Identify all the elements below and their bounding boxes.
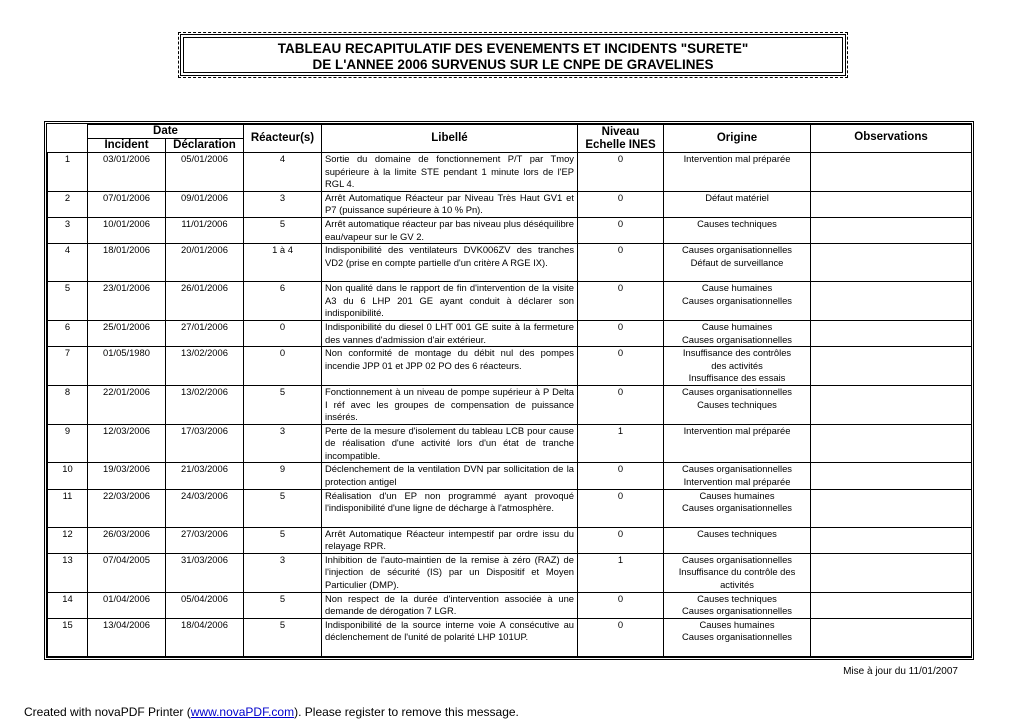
niveau-ines: 0 (578, 320, 664, 346)
niveau-ines: 1 (578, 553, 664, 592)
declaration-date: 27/01/2006 (166, 320, 244, 346)
title-line-1: TABLEAU RECAPITULATIF DES EVENEMENTS ET INCIDENTS "SURETE" (277, 41, 749, 56)
novapdf-notice (24, 705, 519, 719)
update-date: Mise à jour du 11/01/2007 (843, 666, 958, 677)
row-number: 13 (48, 553, 88, 592)
observations (811, 347, 972, 386)
table-row (48, 282, 972, 321)
observations (811, 320, 972, 346)
origine-line: Causes organisationnelles (682, 631, 792, 643)
origine-line: Insuffisance des contrôles (682, 347, 792, 359)
origine-line: Insuffisance des essais (688, 372, 786, 384)
origine-line: Causes techniques (697, 398, 777, 410)
declaration-date: 05/01/2006 (166, 153, 244, 192)
incident-date: 03/01/2006 (88, 153, 166, 192)
reacteur: 9 (244, 463, 322, 489)
libelle: Perte de la mesure d'isolement du tableau LCB pour cause de réalisation d'une activité lors d'un état de tranche incompatible. (322, 424, 578, 463)
table-row (48, 320, 972, 346)
header-libelle: Libellé (322, 125, 578, 153)
libelle: Non qualité dans le rapport de fin d'intervention de la visite A3 du 6 LHP 201 GE ayant conduit à déclarer son indisponibilité. (322, 282, 578, 321)
origine (664, 217, 811, 243)
niveau-ines: 0 (578, 282, 664, 321)
declaration-date: 20/01/2006 (166, 244, 244, 282)
origine-line: Causes techniques (697, 592, 777, 604)
libelle: Arrêt Automatique Réacteur intempestif par ordre issu du relayage RPR. (322, 527, 578, 553)
origine-line: Causes techniques (697, 217, 777, 229)
row-number: 11 (48, 489, 88, 527)
observations (811, 618, 972, 656)
table-row (48, 618, 972, 656)
declaration-date: 21/03/2006 (166, 463, 244, 489)
declaration-date: 27/03/2006 (166, 527, 244, 553)
niveau-ines: 0 (578, 191, 664, 217)
row-number: 12 (48, 527, 88, 553)
incident-table (47, 124, 972, 657)
header-niveau (578, 125, 664, 153)
novapdf-link[interactable]: www.novaPDF.com (190, 705, 295, 719)
origine-line: activités (720, 579, 754, 591)
origine (664, 282, 811, 321)
observations (811, 553, 972, 592)
incident-date: 07/01/2006 (88, 191, 166, 217)
origine-line: Cause humaines (701, 320, 773, 332)
observations (811, 385, 972, 424)
origine-line: Intervention mal préparée (683, 153, 791, 164)
niveau-ines: 0 (578, 489, 664, 527)
row-number: 6 (48, 320, 88, 346)
reacteur: 3 (244, 191, 322, 217)
origine-line: Défaut matériel (705, 191, 769, 203)
reacteur: 3 (244, 424, 322, 463)
table-row (48, 191, 972, 217)
declaration-date: 11/01/2006 (166, 217, 244, 243)
row-number: 15 (48, 618, 88, 656)
origine-line: Insuffisance du contrôle des (678, 566, 796, 578)
origine (664, 553, 811, 592)
origine (664, 191, 811, 217)
observations (811, 244, 972, 282)
incident-date: 26/03/2006 (88, 527, 166, 553)
reacteur: 5 (244, 217, 322, 243)
row-number: 4 (48, 244, 88, 282)
incident-date: 13/04/2006 (88, 618, 166, 656)
declaration-date: 13/02/2006 (166, 347, 244, 386)
reacteur: 0 (244, 320, 322, 346)
libelle: Non respect de la durée d'intervention associée à une demande de dérogation 7 LGR. (322, 592, 578, 618)
origine-line: Intervention mal préparée (683, 476, 791, 488)
table-row (48, 527, 972, 553)
row-number: 8 (48, 385, 88, 424)
reacteur: 5 (244, 489, 322, 527)
observations (811, 424, 972, 463)
header-number (48, 125, 88, 153)
table-row (48, 592, 972, 618)
niveau-ines: 0 (578, 463, 664, 489)
incident-table-frame (44, 121, 974, 660)
incident-date: 25/01/2006 (88, 320, 166, 346)
origine-line: Causes organisationnelles (682, 553, 792, 565)
reacteur: 5 (244, 618, 322, 656)
origine-line: Causes techniques (697, 527, 777, 539)
reacteur: 5 (244, 385, 322, 424)
libelle: Arrêt Automatique Réacteur par Niveau Très Haut GV1 et P7 (puissance supérieure à 10 % Pn). (322, 191, 578, 217)
origine-line: Causes organisationnelles (682, 333, 792, 345)
table-row (48, 153, 972, 192)
observations (811, 282, 972, 321)
libelle: Indisponibilité du diesel 0 LHT 001 GE suite à la fermeture des vannes d'admission d'air extérieur. (322, 320, 578, 346)
incident-date: 22/03/2006 (88, 489, 166, 527)
incident-date: 19/03/2006 (88, 463, 166, 489)
niveau-ines: 0 (578, 217, 664, 243)
nova-suffix: ). Please register to remove this message. (294, 705, 519, 719)
reacteur: 0 (244, 347, 322, 386)
incident-date: 22/01/2006 (88, 385, 166, 424)
origine (664, 527, 811, 553)
niveau-ines: 0 (578, 153, 664, 192)
observations (811, 592, 972, 618)
origine-line: Causes organisationnelles (682, 385, 792, 397)
origine-line: Causes organisationnelles (682, 605, 792, 617)
declaration-date: 09/01/2006 (166, 191, 244, 217)
incident-date: 07/04/2005 (88, 553, 166, 592)
incident-date: 10/01/2006 (88, 217, 166, 243)
observations (811, 191, 972, 217)
incident-date: 01/04/2006 (88, 592, 166, 618)
title-line-2: DE L'ANNEE 2006 SURVENUS SUR LE CNPE DE GRAVELINES (312, 57, 714, 72)
origine-line: Causes humaines (699, 489, 775, 501)
declaration-date: 26/01/2006 (166, 282, 244, 321)
table-row (48, 463, 972, 489)
incident-date: 01/05/1980 (88, 347, 166, 386)
libelle: Indisponibilité de la source interne voie A consécutive au déclenchement de l'unité de polarité LHP 101UP. (322, 618, 578, 656)
row-number: 7 (48, 347, 88, 386)
origine (664, 489, 811, 527)
incident-date: 18/01/2006 (88, 244, 166, 282)
table-row (48, 385, 972, 424)
niveau-ines: 0 (578, 385, 664, 424)
header-niveau-line1: Niveau (601, 125, 640, 138)
header-observations: Observations (811, 125, 972, 153)
incident-date: 23/01/2006 (88, 282, 166, 321)
libelle: Réalisation d'un EP non programmé ayant provoqué l'indisponibilité d'une ligne de décharge à l'atmosphère. (322, 489, 578, 527)
libelle: Non conformité de montage du débit nul des pompes incendie JPP 01 et JPP 02 PO des 6 réacteurs. (322, 347, 578, 386)
row-number: 5 (48, 282, 88, 321)
reacteur: 4 (244, 153, 322, 192)
niveau-ines: 0 (578, 592, 664, 618)
origine (664, 244, 811, 282)
declaration-date: 17/03/2006 (166, 424, 244, 463)
niveau-ines: 1 (578, 424, 664, 463)
table-row (48, 347, 972, 386)
observations (811, 153, 972, 192)
row-number: 1 (48, 153, 88, 192)
observations (811, 463, 972, 489)
libelle: Fonctionnement à un niveau de pompe supérieur à P Delta I réf avec les groupes de compensation de puissance insérés. (322, 385, 578, 424)
origine-line: Cause humaines (701, 282, 773, 294)
nova-prefix: Created with novaPDF Printer ( (24, 705, 191, 719)
libelle: Déclenchement de la ventilation DVN par sollicitation de la protection antigel (322, 463, 578, 489)
row-number: 3 (48, 217, 88, 243)
incident-rows (48, 153, 972, 657)
header-origine: Origine (664, 125, 811, 153)
row-number: 2 (48, 191, 88, 217)
niveau-ines: 0 (578, 527, 664, 553)
declaration-date: 13/02/2006 (166, 385, 244, 424)
declaration-date: 18/04/2006 (166, 618, 244, 656)
row-number: 9 (48, 424, 88, 463)
header-date: Date (88, 125, 244, 139)
origine (664, 592, 811, 618)
libelle: Inhibition de l'auto-maintien de la remise à zéro (RAZ) de l'injection de sécurité (IS) par un Dispositif et Moyen Particulier (DMP). (322, 553, 578, 592)
origine-line: Causes organisationnelles (682, 463, 792, 475)
table-row (48, 424, 972, 463)
libelle: Arrêt automatique réacteur par bas niveau plus déséquilibre eau/vapeur sur le GV 2. (322, 217, 578, 243)
origine-line: Intervention mal préparée (683, 424, 791, 436)
declaration-date: 24/03/2006 (166, 489, 244, 527)
header-declaration: Déclaration (166, 139, 244, 153)
reacteur: 3 (244, 553, 322, 592)
header-incident: Incident (88, 139, 166, 153)
header-niveau-line2: Echelle INES (585, 138, 656, 151)
niveau-ines: 0 (578, 244, 664, 282)
origine-line: Causes organisationnelles (682, 294, 792, 306)
document-title (180, 34, 846, 76)
origine (664, 320, 811, 346)
reacteur: 5 (244, 527, 322, 553)
row-number: 10 (48, 463, 88, 489)
origine (664, 347, 811, 386)
header-reacteur: Réacteur(s) (244, 125, 322, 153)
table-row (48, 217, 972, 243)
row-number: 14 (48, 592, 88, 618)
niveau-ines: 0 (578, 347, 664, 386)
niveau-ines: 0 (578, 618, 664, 656)
declaration-date: 31/03/2006 (166, 553, 244, 592)
libelle: Indisponibilité des ventilateurs DVK006ZV des tranches VD2 (prise en compte partielle d'un critère A RGE IX). (322, 244, 578, 282)
origine-line: des activités (711, 359, 763, 371)
origine (664, 618, 811, 656)
observations (811, 527, 972, 553)
origine-line: Causes organisationnelles (682, 244, 792, 256)
table-row (48, 489, 972, 527)
origine-line: Causes humaines (699, 618, 775, 630)
origine-line: Causes organisationnelles (682, 502, 792, 514)
origine-line: Défaut de surveillance (690, 256, 784, 268)
reacteur: 1 à 4 (244, 244, 322, 282)
table-row (48, 553, 972, 592)
origine (664, 153, 811, 192)
observations (811, 217, 972, 243)
declaration-date: 05/04/2006 (166, 592, 244, 618)
observations (811, 489, 972, 527)
table-row (48, 244, 972, 282)
origine (664, 424, 811, 463)
reacteur: 6 (244, 282, 322, 321)
origine (664, 385, 811, 424)
libelle: Sortie du domaine de fonctionnement P/T par Tmoy supérieure à la limite STE pendant 1 minute lors de l'EP RGL 4. (322, 153, 578, 192)
origine (664, 463, 811, 489)
incident-date: 12/03/2006 (88, 424, 166, 463)
reacteur: 5 (244, 592, 322, 618)
